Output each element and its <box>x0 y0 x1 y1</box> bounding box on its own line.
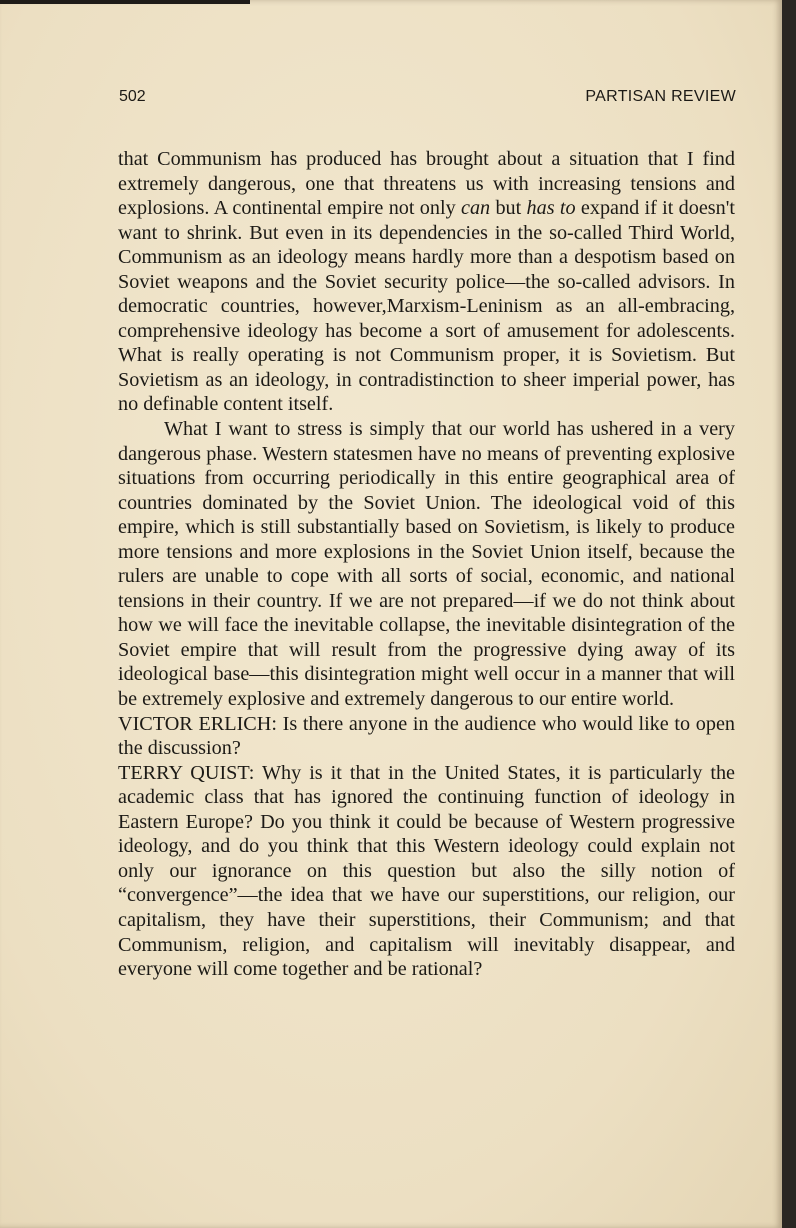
speaker-name: TERRY QUIST: <box>118 761 255 784</box>
speech-text: Is there anyone in the audience who would like to open the discussion? <box>118 712 735 760</box>
running-head: PARTISAN REVIEW <box>585 88 736 105</box>
page-header <box>119 88 736 112</box>
paragraph-continuation: that Communism has produced has brought about a situation that I find extremely dangerous, one that threatens us with increasing tensions and explosions. A continental empire not only can but has to expand if it doesn't want to shrink. But even in its dependencies in the so-called Third World, Communism as an ideology means hardly more than a despotism based on Soviet weapons and the Soviet security police—the so-called advisors. In democratic countries, however,Marxism-Leninism as an all-embracing, comprehensive ideology has become a sort of amusement for adolescents. What is really operating is not Communism proper, it is Sovietism. But Sovietism as an ideology, in contradistinction to sheer imperial power, has no definable content itself. <box>118 148 735 416</box>
body-text <box>118 147 735 982</box>
speech-text: Why is it that in the United States, it is particularly the academic class that has ignored the continuing function of ideology in Eastern Europe? Do you think it could be because of Western progressive ideology, and do you think that this Western ideology could explain not only our ignorance on this question but also the silly notion of “convergence”—the idea that we have our superstitions, our religion, our capitalism, they have their superstitions, their Communism; and that Communism, religion, and capitalism will inevitably disappear, and everyone will come together and be rational? <box>118 761 735 981</box>
speaker-name: VICTOR ERLICH: <box>118 712 277 735</box>
page-number: 502 <box>119 88 146 105</box>
emphasis-can: can <box>460 197 491 220</box>
paragraph-erlich <box>118 712 735 761</box>
paragraph-quist <box>118 761 735 982</box>
paragraph-dangerous-phase: What I want to stress is simply that our world has ushered in a very dangerous phase. Western statesmen have no means of preventing explosive situations from occurring periodically in this entire geographical area of countries dominated by the Soviet Union. The ideological void of this empire, which is still substantially based on Sovietism, is likely to produce more tensions and more explosions in the Soviet Union itself, because the rulers are unable to cope with all sorts of social, economic, and national tensions in their country. If we are not prepared—if we do not think about how we will face the inevitable collapse, the inevitable disintegration of the Soviet empire that will result from the progressive dying away of its ideological base—this disintegration might well occur in a manner that will be extremely explosive and extremely dangerous to our entire world. <box>118 418 735 711</box>
emphasis-has-to: has to <box>526 197 576 220</box>
